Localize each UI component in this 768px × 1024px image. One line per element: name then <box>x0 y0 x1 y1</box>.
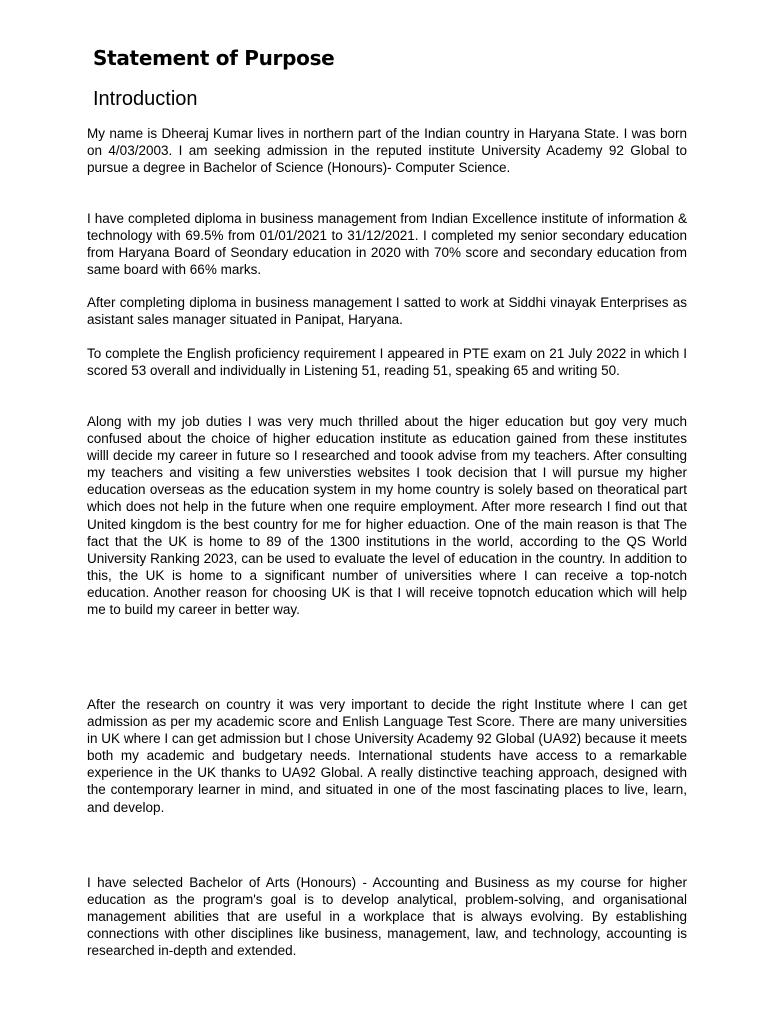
paragraph-education: I have completed diploma in business management from Indian Excellence institute of information & technology with 69.5% from 01/01/2021 to 31/12/2021. I completed my senior secondary education from Haryana Board of Seondary education in 2020 with 70% score and secondary education from same board with 66% marks. <box>87 211 687 278</box>
section-heading-introduction: Introduction <box>93 88 198 110</box>
paragraph-work-experience: After completing diploma in business management I satted to work at Siddhi vinayak Enterprises as asistant sales manager situated in Panipat, Haryana. <box>87 295 687 328</box>
paragraph-english-proficiency: To complete the English proficiency requirement I appeared in PTE exam on 21 July 2022 in which I scored 53 overall and individually in Listening 51, reading 51, speaking 65 and writing 50. <box>87 346 687 379</box>
paragraph-choice-of-course: I have selected Bachelor of Arts (Honours) - Accounting and Business as my course for higher education as the program's goal is to develop analytical, problem-solving, and organisational management abilities that are useful in a workplace that is always evolving. By establishing connections with other disciplines like business, management, law, and technology, accounting is researched in-depth and extended. <box>87 875 687 959</box>
paragraph-choice-of-country: Along with my job duties I was very much thrilled about the higer education but goy very much confused about the choice of higher education institute as education gained from these institutes willl decide my career in future so I researched and toook advise from my teachers. After consulting my teachers and visiting a few universties websites I took decision that I will pursue my higher education overseas as the education system in my home country is solely based on theoratical part which does not help in the future when one require employment. After more research I find out that United kingdom is the best country for me for higher eduaction. One of the main reason is that The fact that the UK is home to 89 of the 1300 institutions in the world, according to the QS World University Ranking 2023, can be used to evaluate the level of education in the country. In addition to this, the UK is home to a significant number of universities where I can receive a top-notch education. Another reason for choosing UK is that I will receive topnotch education which will help me to build my career in better way. <box>87 414 687 618</box>
paragraph-choice-of-institute: After the research on country it was very important to decide the right Institute where I can get admission as per my academic score and Enlish Language Test Score. There are many universities in UK where I can get admission but I chose University Academy 92 Global (UA92) because it meets both my academic and budgetary needs. International students have access to a remarkable experience in the UK thanks to UA92 Global. A really distinctive teaching approach, designed with the contemporary learner in mind, and situated in one of the most fascinating places to live, learn, and develop. <box>87 697 687 815</box>
document-title: Statement of Purpose <box>93 46 335 70</box>
paragraph-personal-info: My name is Dheeraj Kumar lives in northern part of the Indian country in Haryana State. I was born on 4/03/2003. I am seeking admission in the reputed institute University Academy 92 Global to pursue a degree in Bachelor of Science (Honours)- Computer Science. <box>87 126 687 176</box>
